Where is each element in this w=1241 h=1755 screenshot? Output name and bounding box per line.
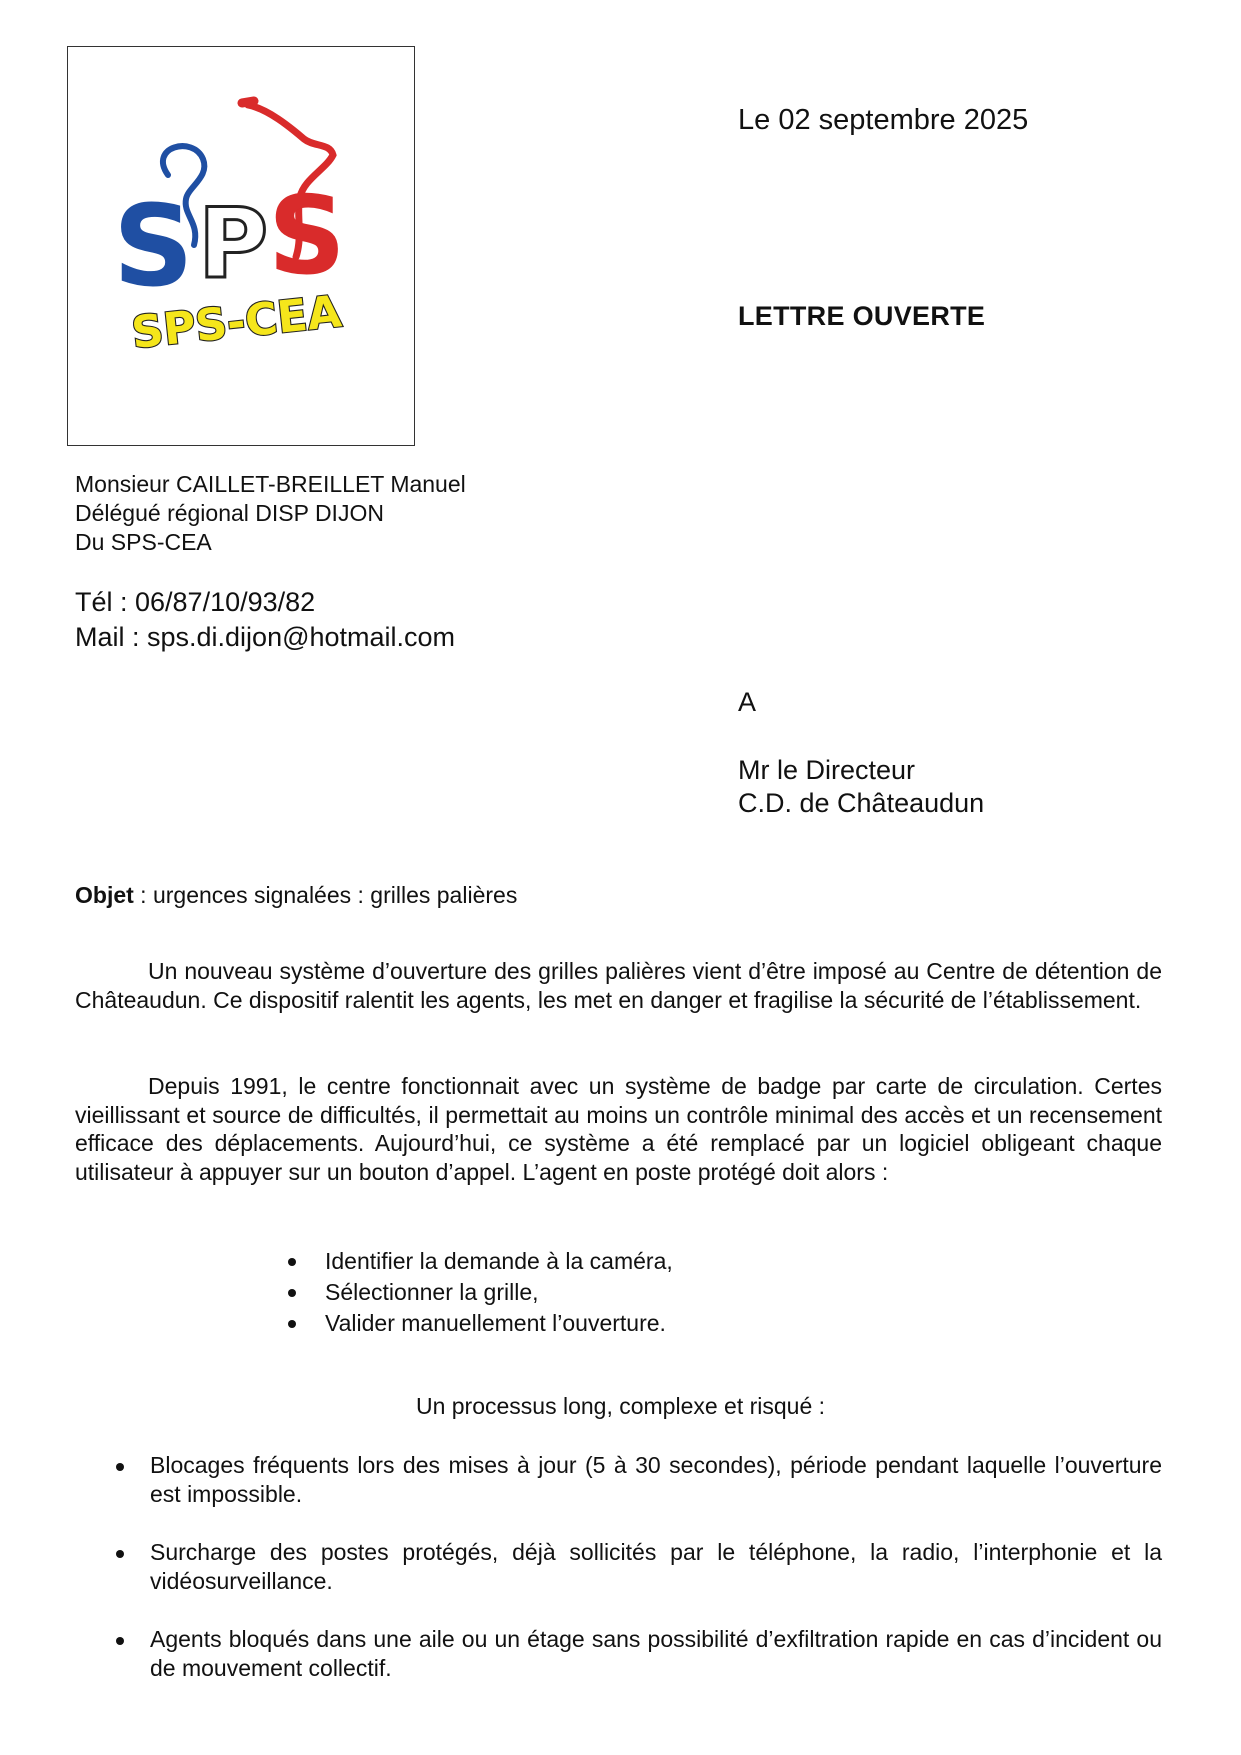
body-paragraph-1: Un nouveau système d’ouverture des grilles palières vient d’être imposé au Centre de détention de Châteaudun. Ce dispositif ralentit les agents, les met en danger et fragilise la sécurité de l’établissement. — [75, 958, 1162, 1013]
addressee-prefix: A — [738, 687, 757, 717]
subject-line — [75, 882, 517, 909]
list-item: Identifier la demande à la caméra, — [283, 1246, 673, 1277]
sender-block — [75, 470, 466, 557]
svg-text:SPS-CEA: SPS-CEA — [129, 286, 344, 359]
svg-text:S: S — [268, 174, 346, 299]
body-paragraph-2: Depuis 1991, le centre fonctionnait avec un système de badge par carte de circulation. Certes vieillissant et source de difficultés, il permettait au moins un contrôle minimal des accès et un recensement efficace des déplacements. Aujourd’hui, ce système a été remplacé par un logiciel obligeant chaque utilisateur à appuyer sur un bouton d’appel. L’agent en poste protégé doit alors : — [75, 1073, 1162, 1185]
sender-union: Du SPS-CEA — [75, 529, 212, 555]
letter-date: Le 02 septembre 2025 — [738, 104, 1029, 136]
sender-phone: Tél : 06/87/10/93/82 — [75, 587, 316, 617]
addressee-institution: C.D. de Châteaudun — [738, 788, 985, 818]
union-logo — [67, 46, 415, 446]
sender-name: Monsieur CAILLET-BREILLET Manuel — [75, 471, 466, 497]
sender-role: Délégué régional DISP DIJON — [75, 500, 384, 526]
process-heading: Un processus long, complexe et risqué : — [415, 1393, 826, 1419]
addressee-block — [738, 754, 984, 820]
sps-cea-logo-graphic — [68, 47, 413, 444]
list-item: Valider manuellement l’ouverture. — [283, 1308, 673, 1339]
sender-mail: Mail : sps.di.dijon@hotmail.com — [75, 622, 456, 652]
addressee-title: Mr le Directeur — [738, 755, 916, 785]
risks-list — [75, 1451, 1162, 1713]
list-item: Surcharge des postes protégés, déjà sollicités par le téléphone, la radio, l’interphonie et la vidéosurveillance. — [75, 1538, 1162, 1595]
svg-text:S: S — [113, 182, 194, 312]
svg-text:P: P — [198, 188, 269, 300]
subject-label: Objet — [75, 882, 134, 908]
letter-type-heading: LETTRE OUVERTE — [738, 301, 986, 331]
contact-block — [75, 585, 455, 655]
list-item: Blocages fréquents lors des mises à jour (5 à 30 secondes), période pendant laquelle l’ouverture est impossible. — [75, 1451, 1162, 1508]
subject-text: : urgences signalées : grilles palières — [133, 882, 518, 908]
list-item: Sélectionner la grille, — [283, 1277, 673, 1308]
list-item: Agents bloqués dans une aile ou un étage sans possibilité d’exfiltration rapide en cas d’incident ou de mouvement collectif. — [75, 1625, 1162, 1682]
steps-list — [283, 1246, 673, 1339]
